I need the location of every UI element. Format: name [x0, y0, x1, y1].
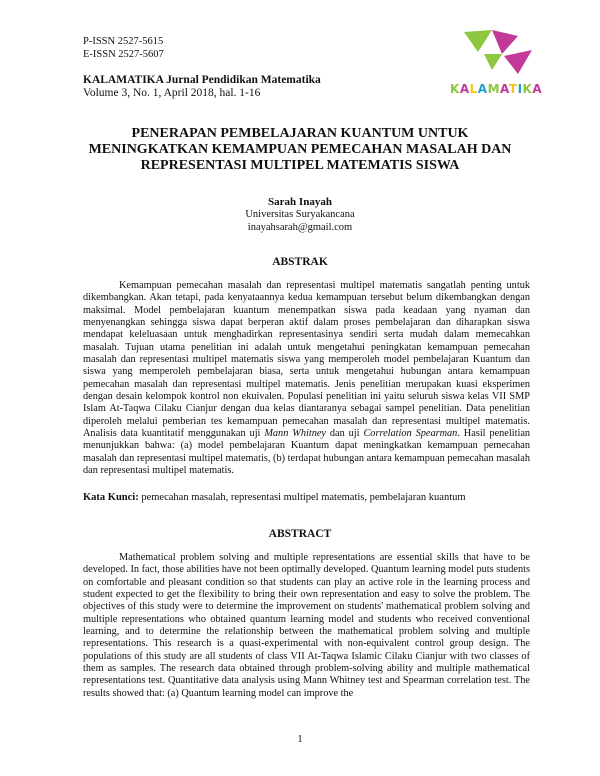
e-issn: E-ISSN 2527-5607 — [83, 49, 164, 60]
p-issn: P-ISSN 2527-5615 — [83, 36, 164, 47]
author-affiliation: Universitas Suryakancana — [245, 209, 355, 220]
kalamatika-logo-mark-icon — [452, 30, 534, 82]
abstract-heading: ABSTRACT — [268, 528, 332, 540]
logo-letter: L — [469, 82, 478, 96]
abstrak-heading: ABSTRAK — [272, 256, 328, 268]
logo-letter: T — [508, 82, 518, 96]
logo-letter: A — [459, 82, 470, 96]
paper-title — [60, 126, 540, 174]
logo-text-label — [450, 82, 542, 96]
logo-letter: K — [450, 82, 460, 96]
logo-letter: A — [532, 82, 543, 96]
logo-letter: A — [477, 82, 488, 96]
logo-letter: K — [522, 82, 533, 96]
author-name: Sarah Inayah — [268, 196, 332, 208]
title-line-2: MENINGKATKAN KEMAMPUAN PEMECAHAN MASALAH DAN — [88, 142, 512, 157]
keywords-text: pemecahan masalah, representasi multipel matematis, pembelajaran kuantum — [141, 492, 466, 503]
abstract-text: Mathematical problem solving and multiple representations are essential skills that have to be developed. In fact, those abilities have not been optimally developed. Quantum learning model puts students on comfortable and pleasant condition so that students can play an active role in the learning process and student expected to get the flexibility to bring their own representation and easy to solve the problem. The objectives of this study were to determine the improvement on students' mathematical problem solving and multiple representations who obtained quantum learning model and students who received conventional learning, and to determine the relationship between the mathematical problem solving and multiple representations. This research is a quasi-experimental with non-equivalent control group design. The populations of this study are all students of class VII At-Taqwa Islamic Cilaku Cianjur with two classes of them as samples. The research data obtained through problem-solving ability and multiple mathematical representations test. Quantitative data analysis using Mann Whitney test and Spearman correlation test. The results showed that: (a) Quantum learning model can improve the — [83, 552, 530, 699]
logo-letter: M — [487, 82, 501, 96]
title-line-3: REPRESENTASI MULTIPEL MATEMATIS SISWA — [140, 158, 460, 173]
logo-text — [450, 82, 543, 96]
abstrak-italic-1: Mann Whitney — [264, 428, 326, 440]
keywords — [83, 492, 466, 503]
abstrak-text-2: . Hasil penelitian menunjukkan bahwa: (a) model pembelajaran Kuantum dapat meningkatkan kemampuan pemecahan masalah dan representasi multipel matematis, (b) terdapat hubungan antara kemampuan pemecahan masalah dan representasi multipel matematis. — [83, 428, 531, 477]
title-line-1: PENERAPAN PEMBELAJARAN KUANTUM UNTUK — [131, 126, 469, 141]
abstrak-italic-2: Correlation Spearman — [363, 428, 458, 440]
abstrak-paragraph — [83, 280, 530, 478]
abstrak-text-1: Kemampuan pemecahan masalah dan representasi multipel matematis sangatlah penting untuk dikembangkan. Akan tetapi, pada kenyataannya kedua kemampuan tersebut belum dikembangkan dengan maksimal. Model pembelajaran kuantum menempatkan siswa pada keadaan yang nyaman dan menyenangkan sehingga siswa dapat berperan aktif dalam proses pembelajaran dan diharapkan siswa mendapat keleluasaan untuk menghadirkan representasinya sendiri serta mudah dalam memecahkan masalah. Tujuan utama penelitian ini adalah untuk mengetahui peningkatan kemampuan pemecahan masalah dan representasi multipel matematis siswa yang memperoleh model pembelajaran Kuantum dan siswa yang memperoleh pembelajaran biasa, serta untuk mengetahui hubungan antara kemampuan pemecahan masalah dan representasi multipel matematis. Jenis penelitian merupakan kuasi eksperimen dengan desain kelompok kontrol non ekuivalen. Populasi penelitian ini yaitu seluruh siswa kelas VII SMP Islam At-Taqwa Cilaku Cianjur dengan dua kelas diantaranya sebagai sampel penelitian. Data penelitian diperoleh melalui pemberian tes kemampuan pemecahan masalah dan representasi multipel matematis. Analisis data kuantitatif menggunakan uji — [83, 280, 530, 440]
logo-letter: A — [500, 82, 509, 96]
abstrak-mid: dan uji — [329, 428, 360, 440]
author-email: inayahsarah@gmail.com — [247, 222, 353, 233]
journal-volume: Volume 3, No. 1, April 2018, hal. 1-16 — [83, 87, 261, 99]
page-number: 1 — [297, 734, 303, 745]
journal-name: KALAMATIKA Jurnal Pendidikan Matematika — [83, 74, 321, 86]
keywords-label: Kata Kunci: — [83, 492, 139, 503]
logo-letter: I — [517, 82, 523, 96]
abstract-paragraph — [83, 552, 530, 700]
